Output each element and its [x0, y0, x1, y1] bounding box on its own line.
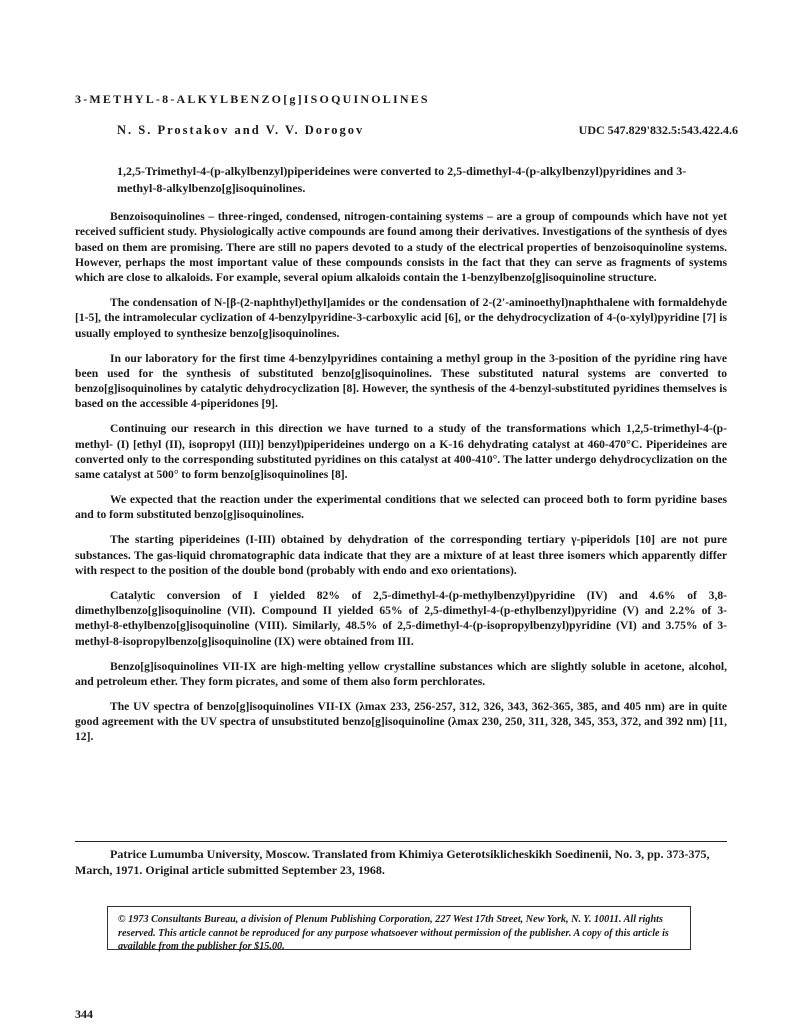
- body-paragraph: We expected that the reaction under the experimental conditions that we selected can proceed both to form pyridine bases and to form substituted benzo[g]isoquinolines.: [75, 493, 727, 522]
- body-paragraph: Catalytic conversion of I yielded 82% of 2,5-dimethyl-4-(p-methylbenzyl)pyridine (IV) and 4.6% of 3,8-dimethylbenzo[g]isoquinoline (VII). Compound II yielded 65% of 2,5-dimethyl-4-(p-ethylbenzyl)pyridine (V) and 2.2% of 3-methyl-8-ethylbenzo[g]isoquinoline (VIII). Similarly, 48.5% of 2,5-dimethyl-4-(p-isopropylbenzyl)pyridine (VI) and 3.75% of 3-methyl-8-isopropylbenzo[g]isoquinoline (IX) were obtained from III.: [75, 588, 727, 648]
- article-abstract: 1,2,5-Trimethyl-4-(p-alkylbenzyl)piperideines were converted to 2,5-dimethyl-4-(p-alkylbenzyl)pyridines and 3-methyl-8-alkylbenzo[g]isoquinolines.: [117, 164, 687, 195]
- affiliation-footnote: Patrice Lumumba University, Moscow. Translated from Khimiya Geterotsiklicheskikh Soedinenii, No. 3, pp. 373-375, March, 1971. Original article submitted September 23, 1968.: [75, 841, 727, 878]
- body-paragraph: The condensation of N-[β-(2-naphthyl)ethyl]amides or the condensation of 2-(2'-aminoethyl)naphthalene with formaldehyde [1-5], the intramolecular cyclization of 4-benzylpyridine-3-carboxylic acid [6], or the dehydrocyclization of 4-(o-xylyl)pyridine [7] is usually employed to synthesize benzo[g]isoquinolines.: [75, 296, 727, 340]
- body-paragraph: Benzoisoquinolines – three-ringed, condensed, nitrogen-containing systems – are a group of compounds which have not yet received sufficient study. Physiologically active compounds are found among their derivatives. Investigations of the synthesis of dyes based on them are promising. There are still no papers devoted to a study of the electrical properties of benzoisoquinoline systems. However, perhaps the most important value of these compounds consists in the fact that they can serve as fragments of systems which are close to alkaloids. For example, several opium alkaloids contain the 1-benzylbenzo[g]isoquinoline structure.: [75, 210, 727, 285]
- page-number: 344: [75, 1007, 93, 1021]
- body-paragraph: The starting piperideines (I-III) obtained by dehydration of the corresponding tertiary γ-piperidols [10] are not pure substances. The gas-liquid chromatographic data indicate that they are a mixture of at least three isomers which apparently differ with respect to the position of the double bond (probably with endo and exo orientations).: [75, 533, 727, 577]
- body-paragraph: Benzo[g]isoquinolines VII-IX are high-melting yellow crystalline substances which are slightly soluble in acetone, alcohol, and petroleum ether. They form picrates, and some of them also form perchlorates.: [75, 659, 727, 688]
- udc-code: UDC 547.829'832.5:543.422.4.6: [578, 123, 738, 137]
- article-authors: N. S. Prostakov and V. V. Dorogov: [117, 123, 365, 137]
- body-paragraph: Continuing our research in this direction we have turned to a study of the transformations which 1,2,5-trimethyl-4-(p-methyl- (I) [ethyl (II), isopropyl (III)] benzyl)piperideines undergo on a K-16 dehydrating catalyst at 460-470°C. Piperideines are converted only to the corresponding substituted pyridines on this catalyst at 400-410°. The latter undergo dehydrocyclization on the same catalyst at 500° to form benzo[g]isoquinolines [8].: [75, 422, 727, 482]
- copyright-notice: © 1973 Consultants Bureau, a division of Plenum Publishing Corporation, 227 West 17th Street, New York, N. Y. 10011. All rights reserved. This article cannot be reproduced for any purpose whatsoever without permission of the publisher. A copy of this article is available from the publisher for $15.00.: [107, 906, 691, 950]
- article-body: [75, 209, 727, 754]
- article-title: 3-METHYL-8-ALKYLBENZO[g]ISOQUINOLINES: [75, 92, 430, 106]
- body-paragraph: In our laboratory for the first time 4-benzylpyridines containing a methyl group in the 3-position of the pyridine ring have been used for the synthesis of substituted benzo[g]isoquinolines. These substituted natural systems are converted to benzo[g]isoquinolines by catalytic dehydrocyclization [8]. However, the synthesis of the 4-benzyl-substituted pyridines themselves is based on the accessible 4-piperidones [9].: [75, 351, 727, 411]
- body-paragraph: The UV spectra of benzo[g]isoquinolines VII-IX (λmax 233, 256-257, 312, 326, 343, 362-365, 385, and 405 nm) are in quite good agreement with the UV spectra of unsubstituted benzo[g]isoquinoline (λmax 230, 250, 311, 328, 345, 353, 372, and 392 nm) [11, 12].: [75, 699, 727, 744]
